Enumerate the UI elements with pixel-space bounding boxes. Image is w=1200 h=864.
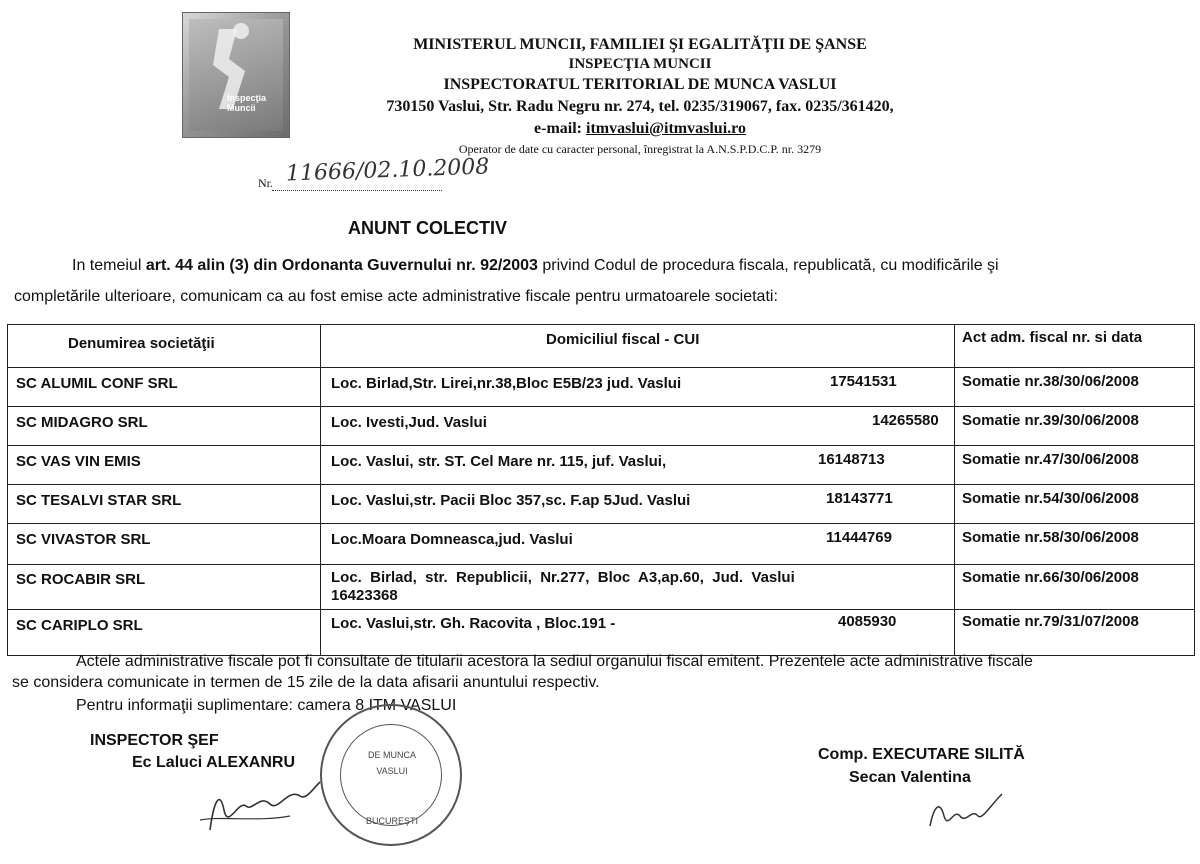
operator-note: Operator de date cu caracter personal, înregistrat la A.N.S.P.D.C.P. nr. 3279: [458, 142, 822, 156]
intro-text-a: In temeiul: [72, 257, 146, 274]
left-signatory-title: INSPECTOR ŞEF: [90, 732, 219, 749]
company-cui: 16423368: [331, 587, 398, 604]
registration-label: Nr.: [258, 176, 273, 190]
email-link[interactable]: itmvaslui@itmvaslui.ro: [586, 120, 746, 137]
footer-contact-info: Pentru informaţii suplimentare: camera 8 ITM VASLUI: [76, 697, 457, 714]
document-title: ANUNT COLECTIV: [348, 218, 507, 238]
company-address: Loc. Vaslui, str. ST. Cel Mare nr. 115, juf. Vaslui,: [331, 453, 667, 470]
company-cui: 14265580: [872, 412, 939, 429]
left-handwritten-signature-icon: [180, 770, 340, 840]
inspectia-name: INSPECŢIA MUNCII: [568, 56, 712, 72]
stamp-text-line-2: VASLUI: [376, 766, 408, 776]
company-address: Loc. Ivesti,Jud. Vaslui: [331, 414, 487, 431]
table-row-divider: [8, 406, 1194, 407]
company-address: Loc. Vaslui,str. Pacii Bloc 357,sc. F.ap 5Jud. Vaslui: [331, 492, 691, 509]
table-col-divider: [320, 325, 321, 655]
table-row-divider: [8, 445, 1194, 446]
company-name: SC VAS VIN EMIS: [16, 453, 141, 470]
company-name: SC ROCABIR SRL: [16, 571, 146, 588]
intro-paragraph-line-1: [72, 256, 1192, 276]
footer-paragraph-line-1: Actele administrative fiscale pot fi consultate de titularii acestora la sediul organului fiscal emitent. Prezentele acte administrative fiscale: [76, 653, 1033, 670]
company-name: SC TESALVI STAR SRL: [16, 492, 182, 509]
company-name: SC CARIPLO SRL: [16, 617, 143, 634]
company-address: Loc. Vaslui,str. Gh. Racovita , Bloc.191 -: [331, 615, 616, 632]
company-cui: 4085930: [838, 613, 897, 630]
company-address: Loc.Moara Domneasca,jud. Vaslui: [331, 531, 573, 548]
company-cui: 11444769: [826, 529, 892, 546]
table-col-divider: [954, 325, 955, 655]
company-act: Somatie nr.38/30/06/2008: [962, 373, 1139, 390]
official-stamp: [320, 704, 462, 846]
table-row-divider: [8, 523, 1194, 524]
table-row-divider: [8, 367, 1194, 368]
header-company: Denumirea societăţii: [68, 335, 215, 352]
company-act: Somatie nr.58/30/06/2008: [962, 529, 1139, 546]
company-act: Somatie nr.47/30/06/2008: [962, 451, 1139, 468]
company-cui: 16148713: [818, 451, 885, 468]
company-cui: 18143771: [826, 490, 893, 507]
right-signatory-title: Comp. EXECUTARE SILITĂ: [818, 746, 1025, 763]
logo-text-2: Muncii: [227, 103, 256, 113]
right-handwritten-signature-icon: [920, 786, 1010, 836]
table-row-divider: [8, 609, 1194, 610]
intro-text-b: privind Codul de procedura fiscala, republicată, cu modificările şi: [537, 257, 999, 274]
company-act: Somatie nr.66/30/06/2008: [962, 569, 1139, 586]
right-signatory-name: Secan Valentina: [849, 769, 971, 786]
company-cui: 17541531: [830, 373, 897, 390]
company-address: Loc. Birlad, str. Republicii, Nr.277, Bloc A3,ap.60, Jud. Vaslui: [331, 569, 795, 586]
header-address: 730150 Vaslui, Str. Radu Negru nr. 274, tel. 0235/319067, fax. 0235/361420,: [386, 98, 894, 115]
intro-paragraph-line-2: completările ulterioare, comunicam ca au fost emise acte administrative fiscale pentru urmatoarele societati:: [14, 288, 778, 305]
company-act: Somatie nr.79/31/07/2008: [962, 613, 1139, 630]
stamp-text-line-3: BUCUREŞTI: [365, 816, 418, 826]
company-name: SC VIVASTOR SRL: [16, 531, 151, 548]
company-act: Somatie nr.54/30/06/2008: [962, 490, 1139, 507]
company-address: Loc. Birlad,Str. Lirei,nr.38,Bloc E5B/23 jud. Vaslui: [331, 375, 682, 392]
header-act: Act adm. fiscal nr. si data: [962, 329, 1143, 346]
email-label: e-mail:: [534, 120, 583, 137]
header-email-line: [180, 120, 1100, 138]
company-act: Somatie nr.39/30/06/2008: [962, 412, 1139, 429]
header-address: Domiciliul fiscal - CUI: [546, 331, 700, 348]
left-signatory-name: Ec Laluci ALEXANRU: [132, 754, 295, 771]
table-row-divider: [8, 484, 1194, 485]
itm-name: INSPECTORATUL TERITORIAL DE MUNCA VASLUI: [443, 76, 837, 93]
companies-table: [7, 324, 1195, 656]
stamp-text-line-1: DE MUNCA: [367, 750, 416, 760]
registration-number-handwritten: 11666/02.10.2008: [285, 154, 490, 187]
footer-paragraph-line-2: se considera comunicate in termen de 15 zile de la data afisarii anuntului respectiv.: [12, 674, 600, 691]
company-name: SC MIDAGRO SRL: [16, 414, 148, 431]
table-row-divider: [8, 564, 1194, 565]
logo-text-1: Inspecţia: [227, 93, 267, 103]
intro-legal-reference: art. 44 alin (3) din Ordonanta Guvernului nr. 92/2003: [145, 257, 538, 274]
company-name: SC ALUMIL CONF SRL: [16, 375, 178, 392]
ministry-name: MINISTERUL MUNCII, FAMILIEI ŞI EGALITĂŢII DE ŞANSE: [413, 36, 867, 53]
